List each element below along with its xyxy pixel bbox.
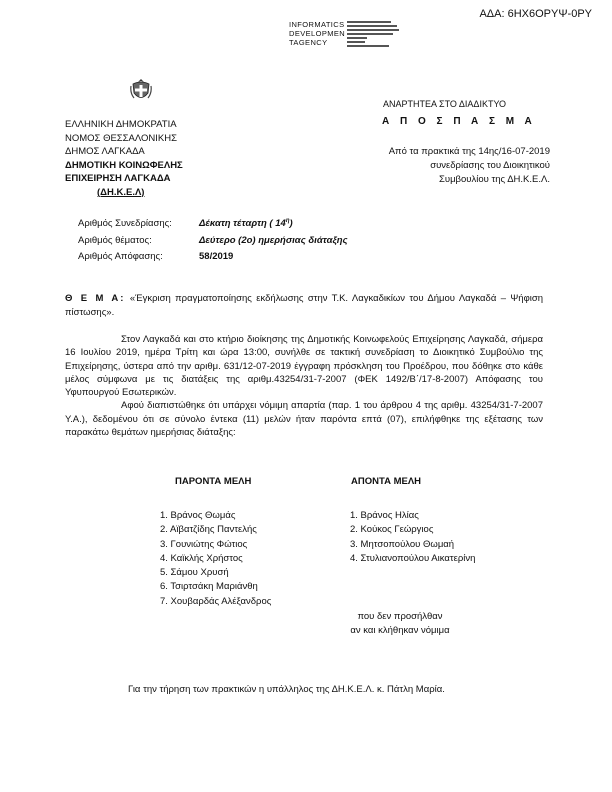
list-item: 2. Αϊβατζίδης Παντελής [160, 524, 257, 536]
ida-logo-fine-print [347, 21, 399, 49]
issuer-line: ΝΟΜΟΣ ΘΕΣΣΑΛΟΝΙΚΗΣ [65, 132, 177, 144]
absent-note-line: αν και κλήθηκαν νόμιμα [350, 625, 450, 636]
absent-members-heading: ΑΠΟΝΤΑ ΜΕΛΗ [351, 476, 422, 487]
ida-logo [289, 20, 399, 58]
minutes-line: Συμβουλίου της ΔΗ.Κ.Ε.Λ. [439, 174, 550, 185]
decision-label: Αριθμός Απόφασης: [78, 251, 163, 263]
topic-value: Δεύτερο (2ο) ημερήσιας διάταξης [199, 234, 348, 246]
list-item: 6. Τσιρτσάκη Μαριάνθη [160, 581, 258, 593]
body-paragraph: Αφού διαπιστώθηκε ότι υπάρχει νόμιμη απαρτία (παρ. 1 του άρθρου 4 της αριθμ. 43254/31-7-2007 Υ.Α.), δεδομένου ότι σε σύνολο έντεκα (11) μελών ήταν παρόντα επτά (07), επιλήφθηκε της εξέτασης των παρακάτω θεμάτων ημερήσιας διάταξης: [65, 400, 543, 439]
greek-emblem-icon [130, 77, 152, 103]
session-sup: η [285, 218, 290, 224]
issuer-line: ΕΠΙΧΕΙΡΗΣΗ ΛΑΓΚΑΔΑ [65, 173, 171, 184]
session-label: Αριθμός Συνεδρίασης: [78, 218, 172, 230]
list-item: 2. Κούκος Γεώργιος [350, 524, 434, 536]
list-item: 3. Γουνιώτης Φώτιος [160, 538, 248, 550]
ida-logo-line: DEVELOPMEN [289, 29, 346, 38]
list-item: 1. Βράνος Θωμάς [160, 510, 236, 521]
topic-row [78, 233, 348, 250]
absent-note [340, 610, 460, 638]
present-members-list [160, 509, 271, 609]
list-item: 4. Στυλιανοπούλου Αικατερίνη [350, 552, 476, 564]
minutes-line: συνεδρίασης του Διοικητικού [430, 160, 550, 171]
subject-text: «Έγκριση πραγματοποίησης εκδήλωσης στην Τ.Κ. Λαγκαδικίων του Δήμου Λαγκαδά – Ψήφιση πίστωσης». [65, 293, 544, 318]
minutes-line: Από τα πρακτικά της 14ης/16-07-2019 [388, 146, 550, 157]
list-item: 1. Βράνος Ηλίας [350, 510, 419, 521]
document-title: Α Π Ο Σ Π Α Σ Μ Α [382, 116, 536, 127]
list-item: 7. Χουβαρδάς Αλέξανδρος [160, 595, 272, 607]
decision-value: 58/2019 [199, 251, 234, 263]
ida-logo-line: INFORMATICS [289, 20, 345, 29]
subject-label: Θ Ε Μ Α: [65, 293, 126, 304]
list-item: 3. Μητσοπούλου Θωμαή [350, 538, 455, 550]
ida-logo-line: TAGENCY [289, 38, 328, 47]
issuer-block [65, 118, 183, 199]
absent-members-list [350, 509, 475, 566]
list-item: 5. Σάμου Χρυσή [160, 567, 229, 579]
session-row [78, 213, 348, 233]
ada-code: ΑΔΑ: 6ΗΧ6ΟΡΥΨ-0ΡΥ [479, 8, 592, 20]
absent-note-line: που δεν προσήλθαν [357, 611, 443, 622]
session-close: ) [289, 218, 293, 230]
minutes-keeper-note: Για την τήρηση των πρακτικών η υπάλληλος της ΔΗ.Κ.Ε.Λ. κ. Πάτλη Μαρία. [128, 684, 445, 695]
body-paragraph: Στον Λαγκαδά και στο κτήριο διοίκησης της Δημοτικής Κοινωφελούς Επιχείρησης Λαγκαδά, σήμερα 16 Ιουλίου 2019, ημέρα Τρίτη και ώρα 13:00, συνήλθε σε τακτική συνεδρίαση το Διοικητικό Συμβούλιο της Επιχείρησης, ύστερα από την αριθμ. 631/12-07-2019 έγγραφη πρόσκληση του Προέδρου, που δόθηκε στο κάθε μέλος σύμφωνα με τις διατάξεις της αριθμ.43254/31-7-2007 (ΦΕΚ 1492/Β΄/17-8-2007) Απόφασης του Υφυπουργού Εσωτερικών. [65, 334, 543, 399]
session-value: Δέκατη τέταρτη ( 14 [199, 218, 286, 230]
topic-label: Αριθμός θέματος: [78, 234, 152, 246]
post-notice: ΑΝΑΡΤΗΤΕΑ ΣΤΟ ΔΙΑΔΙΚΤΥΟ [383, 99, 506, 109]
decision-row [78, 249, 348, 266]
minutes-reference [333, 145, 550, 187]
issuer-line: ΔΗΜΟΤΙΚΗ ΚΟΙΝΩΦΕΛΗΣ [65, 159, 183, 171]
issuer-line: ΕΛΛΗΝΙΚΗ ΔΗΜΟΚΡΑΤΙΑ [65, 119, 177, 130]
issuer-line: ΔΗΜΟΣ ΛΑΓΚΑΔΑ [65, 146, 145, 157]
present-members-heading: ΠΑΡΟΝΤΑ ΜΕΛΗ [175, 476, 252, 487]
meeting-metadata [78, 213, 348, 266]
body-text [65, 333, 543, 439]
list-item: 4. Καϊκλής Χρήστος [160, 552, 243, 564]
issuer-abbreviation: (ΔΗ.Κ.Ε.Λ) [97, 186, 145, 198]
subject [65, 292, 543, 319]
